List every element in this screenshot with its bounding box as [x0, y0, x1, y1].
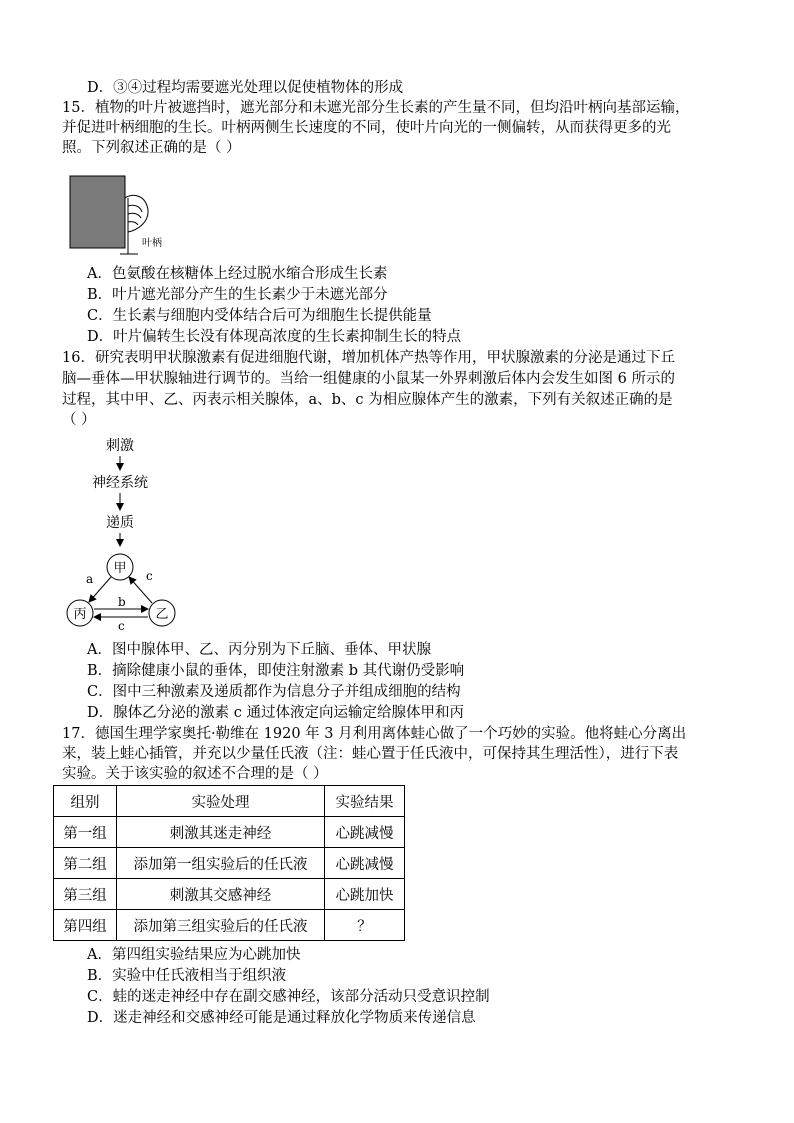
header-result: 实验结果 — [325, 786, 405, 817]
q16-option-b: B．摘除健康小鼠的垂体，即使注射激素 b 其代谢仍受影响 — [87, 663, 465, 679]
q17-option-c: C．蛙的迷走神经中存在副交感神经，该部分活动只受意识控制 — [87, 989, 490, 1005]
q15-stem-line-3: 照。下列叙述正确的是（ ） — [62, 140, 241, 156]
q15-option-d: D．叶片偏转生长没有体现高浓度的生长素抑制生长的特点 — [87, 329, 462, 345]
label-a: a — [86, 572, 94, 586]
q15-stem-line-1: 15．植物的叶片被遮挡时，遮光部分和未遮光部分生长素的产生量不同，但均沿叶柄向基部运输， — [62, 100, 690, 116]
node-stimulus: 刺激 — [106, 438, 134, 454]
q16-stem-line-3: 过程，其中甲、乙、丙表示相关腺体，a、b、c 为相应腺体产生的激素，下列有关叙述正确的是 — [62, 392, 673, 408]
experiment-table — [53, 785, 405, 941]
cell-result: 心跳减慢 — [325, 848, 405, 879]
q17-option-b: B．实验中任氏液相当于组织液 — [87, 968, 287, 984]
node-nervous-system: 神经系统 — [92, 475, 148, 491]
label-c-bottom: c — [118, 619, 125, 633]
q17-stem-line-2: 来，装上蛙心插管，并充以少量任氏液（注：蛙心置于任氏液中，可保持其生理活性），进行下表 — [62, 746, 679, 762]
q14-option-d: D．③④过程均需要遮光处理以促使植物体的形成 — [87, 80, 404, 96]
q16-option-a: A．图中腺体甲、乙、丙分别为下丘脑、垂体、甲状腺 — [87, 642, 431, 658]
cell-result: 心跳减慢 — [325, 817, 405, 848]
leaf-figure — [62, 168, 202, 258]
q16-stem-line-1: 16．研究表明甲状腺激素有促进细胞代谢，增加机体产热等作用，甲状腺激素的分泌是通过下丘 — [62, 350, 675, 366]
q16-stem-line-4: （ ） — [62, 412, 96, 428]
cell-treatment: 添加第一组实验后的任氏液 — [117, 848, 325, 879]
cell-treatment: 添加第三组实验后的任氏液 — [117, 910, 325, 941]
cell-group: 第四组 — [54, 910, 117, 941]
table-row — [54, 879, 405, 910]
cell-result: 心跳加快 — [325, 879, 405, 910]
cell-treatment: 刺激其迷走神经 — [117, 817, 325, 848]
gland-jia-label: 甲 — [113, 561, 127, 576]
q16-option-d: D．腺体乙分泌的激素 c 通过体液定向运输定给腺体甲和丙 — [87, 705, 464, 721]
q15-option-c: C．生长素与细胞内受体结合后可为细胞生长提供能量 — [87, 308, 432, 324]
header-group: 组别 — [54, 786, 117, 817]
q17-stem-line-1: 17．德国生理学家奥托·勒维在 1920 年 3 月利用离体蛙心做了一个巧妙的实验。他将蛙心分离出 — [62, 726, 687, 742]
table-row — [54, 848, 405, 879]
q17-stem-line-3: 实验。关于该实验的叙述不合理的是（ ） — [62, 766, 328, 782]
q15-option-a: A．色氨酸在核糖体上经过脱水缩合形成生长素 — [87, 266, 388, 282]
q16-option-c: C．图中三种激素及递质都作为信息分子并组成细胞的结构 — [87, 684, 461, 700]
label-b: b — [118, 595, 126, 609]
label-c-right: c — [146, 569, 153, 583]
q15-stem-line-2: 并促进叶柄细胞的生长。叶柄两侧生长速度的不同，使叶片向光的一侧偏转，从而获得更多的光 — [62, 120, 671, 136]
q15-option-b: B．叶片遮光部分产生的生长素少于未遮光部分 — [87, 287, 388, 303]
cell-result: ？ — [325, 910, 405, 941]
q17-option-a: A．第四组实验结果应为心跳加快 — [87, 947, 301, 963]
gland-yi-label: 乙 — [155, 607, 169, 622]
cell-group: 第二组 — [54, 848, 117, 879]
cell-group: 第三组 — [54, 879, 117, 910]
table-row — [54, 817, 405, 848]
petiole-label: 叶柄 — [142, 238, 162, 249]
cell-treatment: 刺激其交感神经 — [117, 879, 325, 910]
table-row — [54, 910, 405, 941]
cell-group: 第一组 — [54, 817, 117, 848]
header-treatment: 实验处理 — [117, 786, 325, 817]
node-transmitter: 递质 — [106, 515, 134, 531]
hormone-diagram — [60, 430, 200, 635]
gland-bing-label: 丙 — [73, 607, 87, 622]
shade-block — [70, 176, 125, 248]
table-header-row — [54, 786, 405, 817]
q17-option-d: D．迷走神经和交感神经可能是通过释放化学物质来传递信息 — [87, 1010, 476, 1026]
q16-stem-line-2: 脑—垂体—甲状腺轴进行调节的。当给一组健康的小鼠某一外界刺激后体内会发生如图 6 所示的 — [62, 371, 675, 387]
